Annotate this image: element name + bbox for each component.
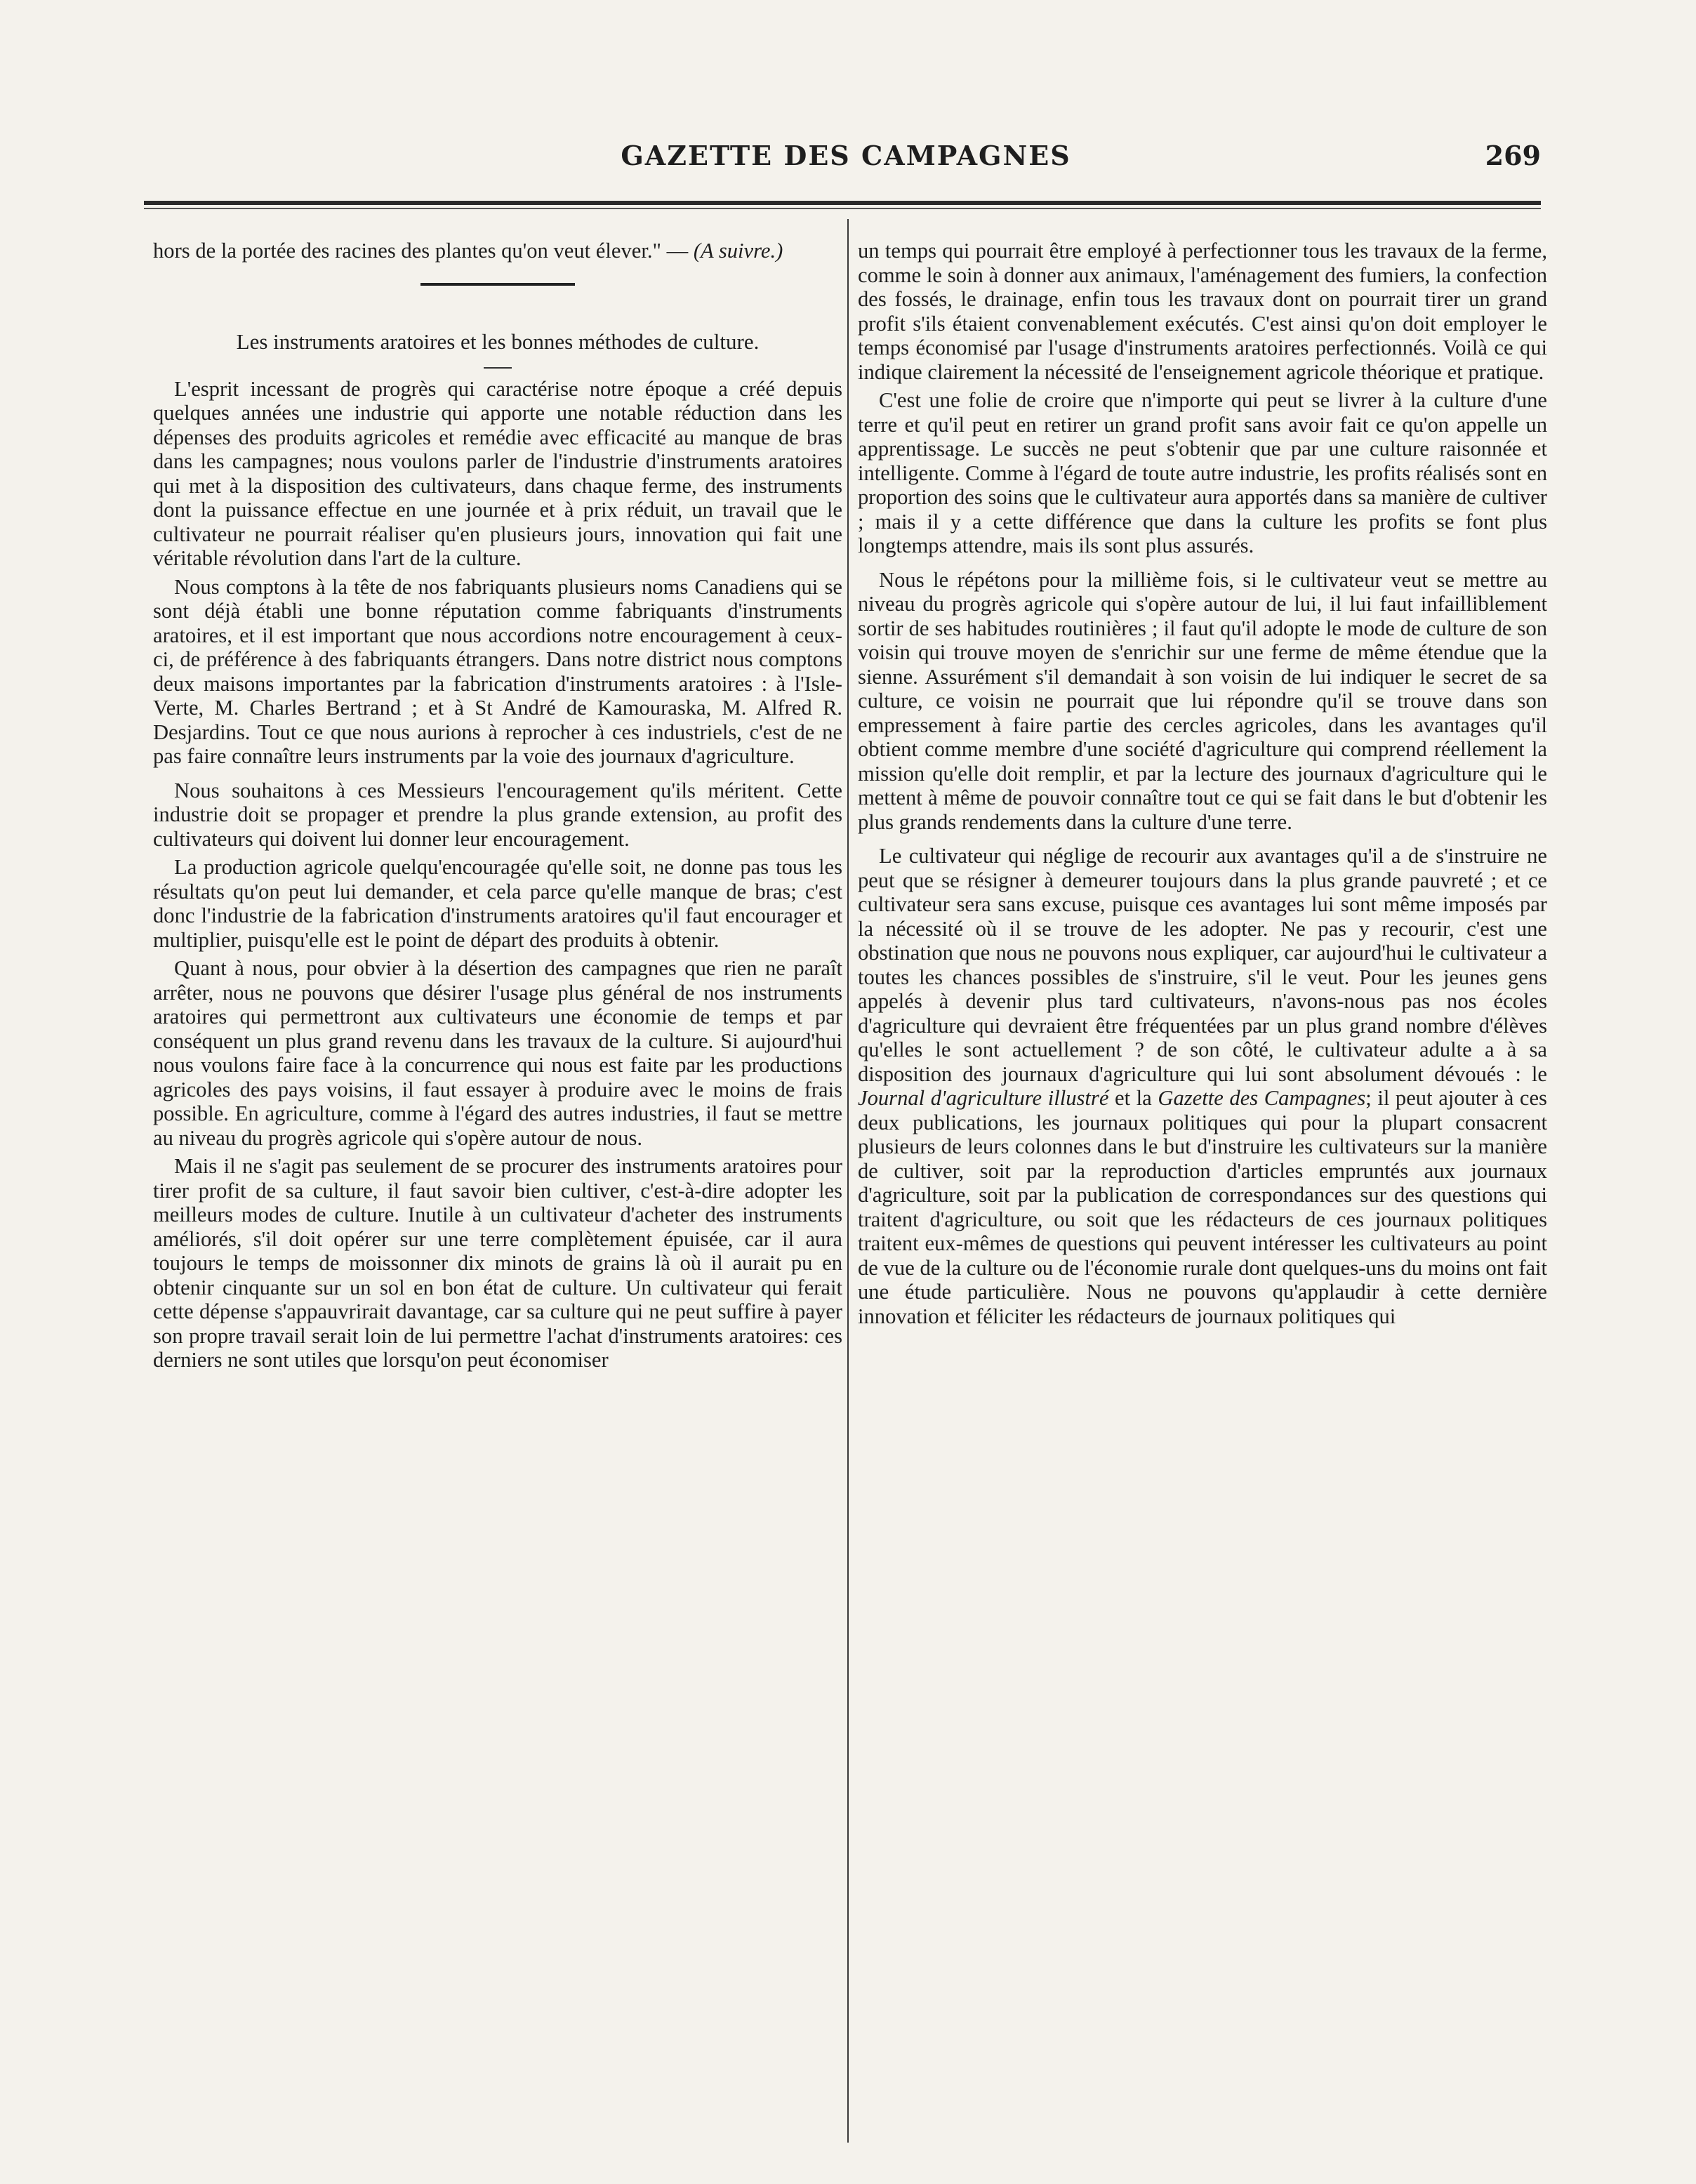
journal-ref-after: ; il peut ajouter à ces deux publications, les journaux politiques qui pour la plupart consacrent plusieurs de leurs colonnes dans le but d'instruire les cultivateurs sur la manière de cultiver, soit par la reproduction d'articles empruntés aux journaux d'agriculture, soit par la publication de correspondances sur des questions qui traitent d'agriculture, ou soit que les rédacteurs de ces journaux politiques traitent eux-mêmes de questions qui peuvent intéresser les cultivateurs au point de vue de la culture ou de l'économie rurale dont quelques-uns du moins ont fait une étude particulière. Nous ne pouvons qu'applaudir à cette dernière innovation et féliciter les rédacteurs de journaux politiques qui: [858, 1086, 1547, 1328]
journal-ref-middle: et la: [1115, 1086, 1152, 1110]
publication-title: GAZETTE DES CAMPAGNES: [621, 140, 1071, 171]
header-rule: [144, 201, 1541, 205]
continuation-suite: (A suivre.): [693, 239, 783, 263]
title-underline: [484, 367, 512, 369]
gazette-campagnes-title: Gazette des Campagnes: [1158, 1086, 1366, 1110]
left-paragraph-5: Quant à nous, pour obvier à la désertion des campagnes que rien ne paraît arrêter, nous ne pouvons que désirer l'usage plus général de nos instruments aratoires qui permettront aux cultivateurs une économie de temps et par conséquent un plus grand revenu dans les travaux de la culture. Si aujourd'hui nous voulons faire face à la concurrence qui nous est faite par les productions agricoles des pays voisins, il faut essayer à produire avec le moins de frais possible. En agriculture, comme à l'égard des autres industries, il faut se mettre au niveau du progrès agricole qui s'opère autour de nous.: [153, 956, 842, 1150]
right-paragraph-1: un temps qui pourrait être employé à perfectionner tous les travaux de la ferme, comme le soin à donner aux animaux, l'aménagement des fumiers, la confection des fossés, le drainage, enfin tous les travaux dont on pourrait tirer un grand profit s'ils étaient convenablement exécutés. C'est ainsi qu'on doit employer le temps économisé par l'usage d'instruments aratoires perfectionnés. Voilà ce qui indique clairement la nécessité de l'enseignement agricole théorique et pratique.: [858, 239, 1547, 384]
left-paragraph-3: Nous souhaitons à ces Messieurs l'encouragement qu'ils méritent. Cette industrie doit se propager et prendre la plus grande extension, au profit des cultivateurs qui doivent lui donner leur encouragement.: [153, 778, 842, 851]
right-paragraph-2: C'est une folie de croire que n'importe qui peut se livrer à la culture d'une terre et qu'il peut en retirer un grand profit sans avoir fait ce qu'on appelle un apprentissage. Le succès ne peut s'obtenir que par une culture raisonnée et intelligente. Comme à l'égard de toute autre industrie, les profits réalisés sont en proportion des soins que le cultivateur aura apportés dans sa manière de cultiver ; mais il y a cette différence que dans la culture les profits se font plus longtemps attendre, mais ils sont plus assurés.: [858, 388, 1547, 557]
page-number: 269: [1485, 140, 1541, 171]
article-separator: [420, 283, 575, 286]
right-paragraph-3: Nous le répétons pour la millième fois, si le cultivateur veut se mettre au niveau du progrès agricole qui s'opère autour de lui, il lui faut infailliblement sortir de ses habitudes routinières ; il faut qu'il adopte le mode de culture de son voisin qui trouve moyen de s'enrichir sur une ferme de même étendue que la sienne. Assurément s'il demandait à son voisin de lui indiquer le secret de sa culture, ce voisin ne pourrait que lui répondre qu'il se trouve dans son empressement à faire partie des cercles agricoles, dans les avantages qu'il obtient comme membre d'une société d'agriculture qui comprend réellement la mission qu'elle doit remplir, et par la lecture des journaux d'agriculture qui le mettent à même de pouvoir connaître tout ce qui se fait dans le but d'obtenir les plus grands rendements dans la culture d'une terre.: [858, 567, 1547, 834]
left-paragraph-2: Nous comptons à la tête de nos fabriquants plusieurs noms Canadiens qui se sont déjà établi une bonne réputation comme fabriquants d'instruments aratoires, et il est important que nous accordions notre encouragement à ceux-ci, de préférence à des fabriquants étrangers. Dans notre district nous comptons deux maisons importantes par la fabrication d'instruments aratoires : à l'Isle-Verte, M. Charles Bertrand ; et à St André de Kamouraska, M. Alfred R. Desjardins. Tout ce que nous aurions à reprocher à ces industriels, c'est de ne pas faire connaître leurs instruments par la voie des journaux d'agriculture.: [153, 574, 842, 768]
left-column: [153, 239, 842, 1372]
left-paragraph-4: La production agricole quelqu'encouragée qu'elle soit, ne donne pas tous les résultats qu'on peut lui demander, et cela parce qu'elle manque de bras; c'est donc l'industrie de la fabrication d'instruments aratoires qu'il faut encourager et multiplier, puisqu'elle est le point de départ des produits à obtenir.: [153, 855, 842, 952]
column-divider: [847, 219, 849, 2143]
continuation-text: [153, 239, 842, 263]
continuation-body: hors de la portée des racines des plantes qu'on veut élever." —: [153, 239, 689, 263]
masthead: [144, 138, 1548, 180]
left-paragraph-6: Mais il ne s'agit pas seulement de se procurer des instruments aratoires pour tirer profit de sa culture, il faut savoir bien cultiver, c'est-à-dire adopter les meilleurs modes de culture. Inutile à un cultivateur d'acheter des instruments améliorés, s'il doit opérer sur une terre complètement épuisée, car il aura toujours le temps de moissonner dix minots de grains là où il aurait pu en obtenir cinquante sur un sol en bon état de culture. Un cultivateur qui ferait cette dépense s'appauvrirait davantage, car sa culture qui ne peut suffire à payer son propre travail serait loin de lui permettre l'achat d'instruments aratoires: ces derniers ne sont utiles que lorsqu'on peut économiser: [153, 1154, 842, 1372]
header-rule-thin: [144, 208, 1541, 209]
right-paragraph-4: [858, 844, 1547, 1328]
article-title: Les instruments aratoires et les bonnes méthodes de culture.: [236, 329, 760, 354]
left-paragraph-1: L'esprit incessant de progrès qui caractérise notre époque a créé depuis quelques années une industrie qui apporte une notable réduction dans les dépenses des produits agricoles et remédie avec efficacité au manque de bras dans les campagnes; nous voulons parler de l'industrie d'instruments aratoires qui met à la disposition des cultivateurs, dans chaque ferme, des instruments dont la puissance effectue en une journée et à prix réduit, un travail que le cultivateur ne pourrait réaliser qu'en plusieurs jours, innovation qui fait une véritable révolution dans l'art de la culture.: [153, 376, 842, 570]
journal-agriculture-title: Journal d'agriculture illustré: [858, 1086, 1109, 1110]
right-column: [858, 239, 1547, 1328]
journal-ref-before: le: [1531, 1061, 1547, 1086]
right-paragraph-4-body: Le cultivateur qui néglige de recourir aux avantages qu'il a de s'instruire ne peut que se résigner à demeurer toujours dans la plus grande pauvreté ; et ce cultivateur sera sans excuse, puisque ces avantages lui sont même imposés par la nécessité où il se trouve de les adopter. Ne pas y recourir, c'est une obstination que nous ne pouvons nous expliquer, car aujourd'hui le cultivateur a toutes les chances possibles de s'instruire, s'il le veut. Pour les jeunes gens appelés à devenir plus tard cultivateurs, n'avons-nous pas nos écoles d'agriculture qui devraient être fréquentées par un plus grand nombre d'élèves qu'elles le sont actuellement ? de son côté, le cultivateur adulte a à sa disposition des journaux d'agriculture qui lui sont absolument dévoués :: [858, 844, 1547, 1086]
